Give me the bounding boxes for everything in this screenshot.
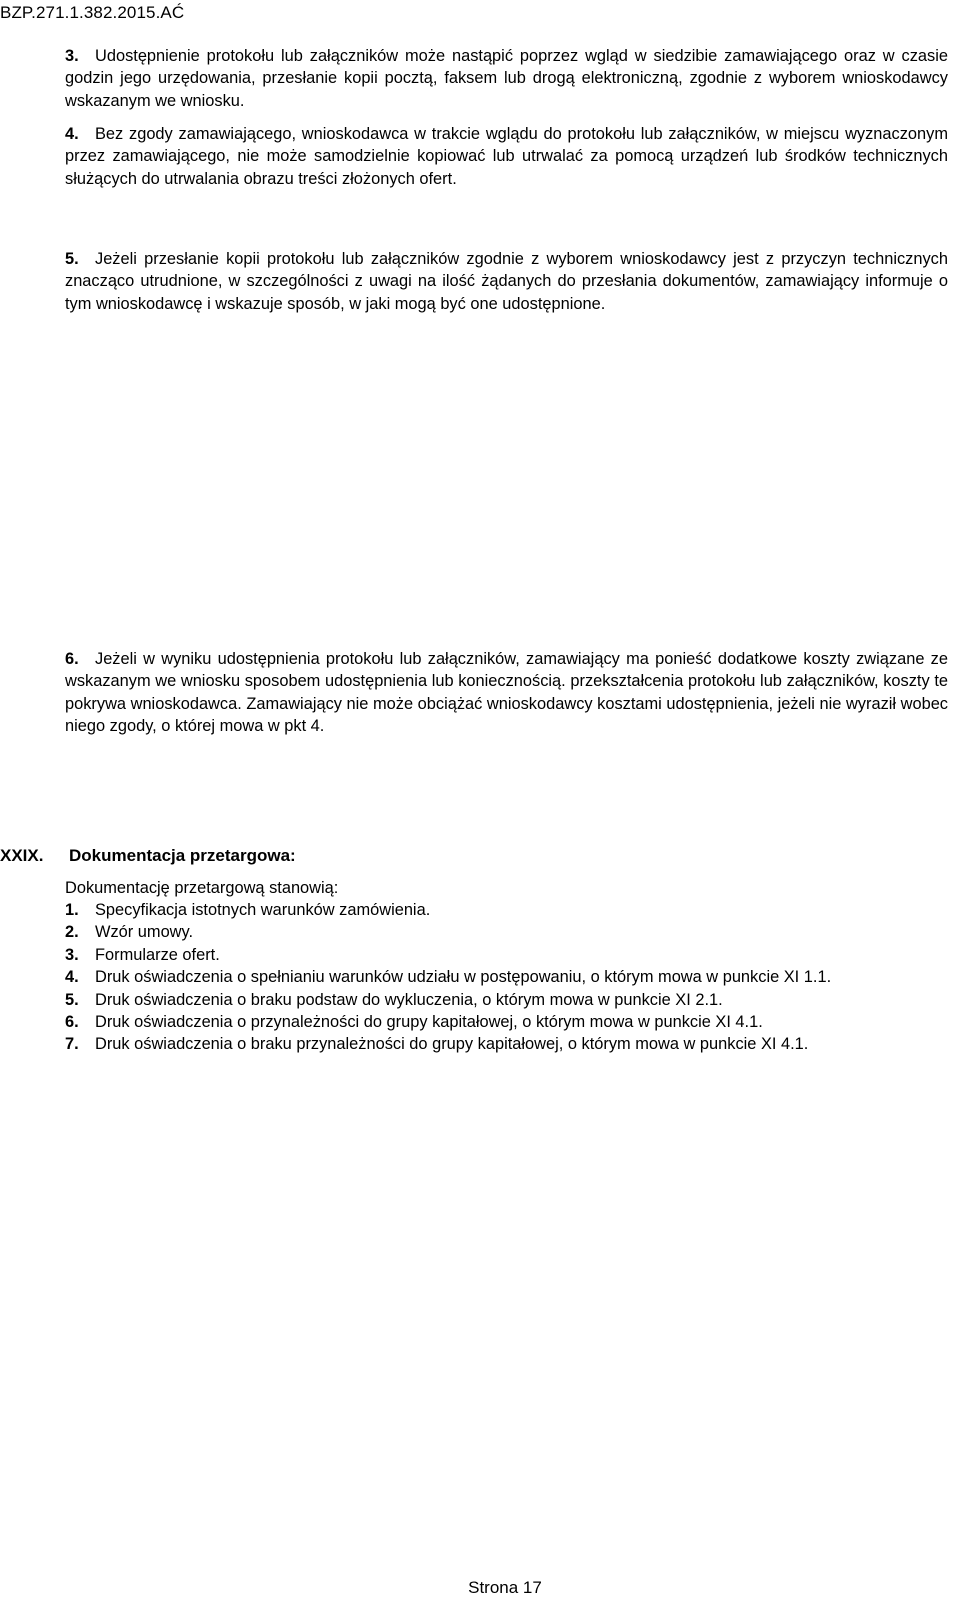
list-text: Formularze ofert. — [95, 945, 220, 964]
section-title: Dokumentacja przetargowa: — [69, 846, 296, 865]
paragraph-item-3 — [65, 45, 948, 112]
document-reference: BZP.271.1.382.2015.AĆ — [0, 3, 185, 22]
paragraph-item-5 — [65, 248, 948, 315]
list-item — [65, 989, 948, 1011]
list-number: 3. — [65, 945, 79, 964]
item-text: Bez zgody zamawiającego, wnioskodawca w trakcie wglądu do protokołu lub załączników, w miejscu wyznaczonym przez zamawiającego, nie może samodzielnie kopiować lub utrwalać za pomocą urządzeń lub środków technicznych służących do utrwalania obrazu treści złożonych ofert. — [65, 125, 948, 188]
documents-list — [65, 899, 948, 1056]
item-text: Jeżeli w wyniku udostępnienia protokołu lub załączników, zamawiający ma ponieść dodatkowe koszty związane ze wskazanym we wniosku sposobem udostępnienia lub koniecznością. przekształcenia protokołu lub załączników, koszty te pokrywa wnioskodawca. Zamawiający nie może obciążać wnioskodawcy kosztami udostępnienia, jeżeli nie wyraził wobec niego zgody, o której mowa w pkt 4. — [65, 650, 948, 736]
list-text: Specyfikacja istotnych warunków zamówienia. — [95, 901, 431, 919]
list-item — [65, 1011, 948, 1033]
paragraph-item-4 — [65, 123, 948, 190]
list-number: 7. — [65, 1035, 79, 1054]
list-text: Wzór umowy. — [95, 923, 194, 942]
list-text: Druk oświadczenia o przynależności do grupy kapitałowej, o którym mowa w punkcie XI 4.1. — [95, 1013, 763, 1032]
list-item — [65, 966, 948, 988]
list-item — [65, 944, 948, 966]
item-number: 3. — [65, 47, 79, 65]
item-number: 4. — [65, 125, 79, 143]
list-text: Druk oświadczenia o spełnianiu warunków udziału w postępowaniu, o którym mowa w punkcie XI 1.1. — [95, 968, 832, 987]
item-text: Jeżeli przesłanie kopii protokołu lub załączników zgodnie z wyborem wnioskodawcy jest z przyczyn technicznych znacząco utrudnione, w szczególności z uwagi na ilość żądanych do przesłania dokumentów, zamawiający informuje o tym wnioskodawcę i wskazuje sposób, w jaki mogą być one udostępnione. — [65, 250, 948, 313]
item-text: Udostępnienie protokołu lub załączników może nastąpić poprzez wgląd w siedzibie zamawiającego oraz w czasie godzin jego urzędowania, przesłanie kopii pocztą, faksem lub drogą elektroniczną, zgodnie z wyborem wnioskodawcy wskazanym we wniosku. — [65, 47, 948, 110]
section-intro: Dokumentację przetargową stanowią: — [65, 879, 339, 897]
list-number: 1. — [65, 901, 79, 919]
list-item — [65, 921, 948, 943]
item-number: 6. — [65, 650, 79, 668]
page-footer — [0, 1578, 960, 1598]
list-item — [65, 899, 948, 921]
list-text: Druk oświadczenia o braku podstaw do wykluczenia, o którym mowa w punkcie XI 2.1. — [95, 990, 723, 1009]
list-number: 5. — [65, 990, 79, 1009]
list-item — [65, 1033, 948, 1055]
list-number: 2. — [65, 923, 79, 942]
list-text: Druk oświadczenia o braku przynależności do grupy kapitałowej, o którym mowa w punkcie XI 4.1. — [95, 1035, 809, 1054]
list-number: 6. — [65, 1013, 79, 1032]
paragraph-item-6 — [65, 648, 948, 738]
page-number: Strona 17 — [468, 1578, 542, 1597]
list-number: 4. — [65, 968, 79, 987]
item-number: 5. — [65, 250, 79, 268]
section-number: XXIX. — [0, 846, 44, 865]
